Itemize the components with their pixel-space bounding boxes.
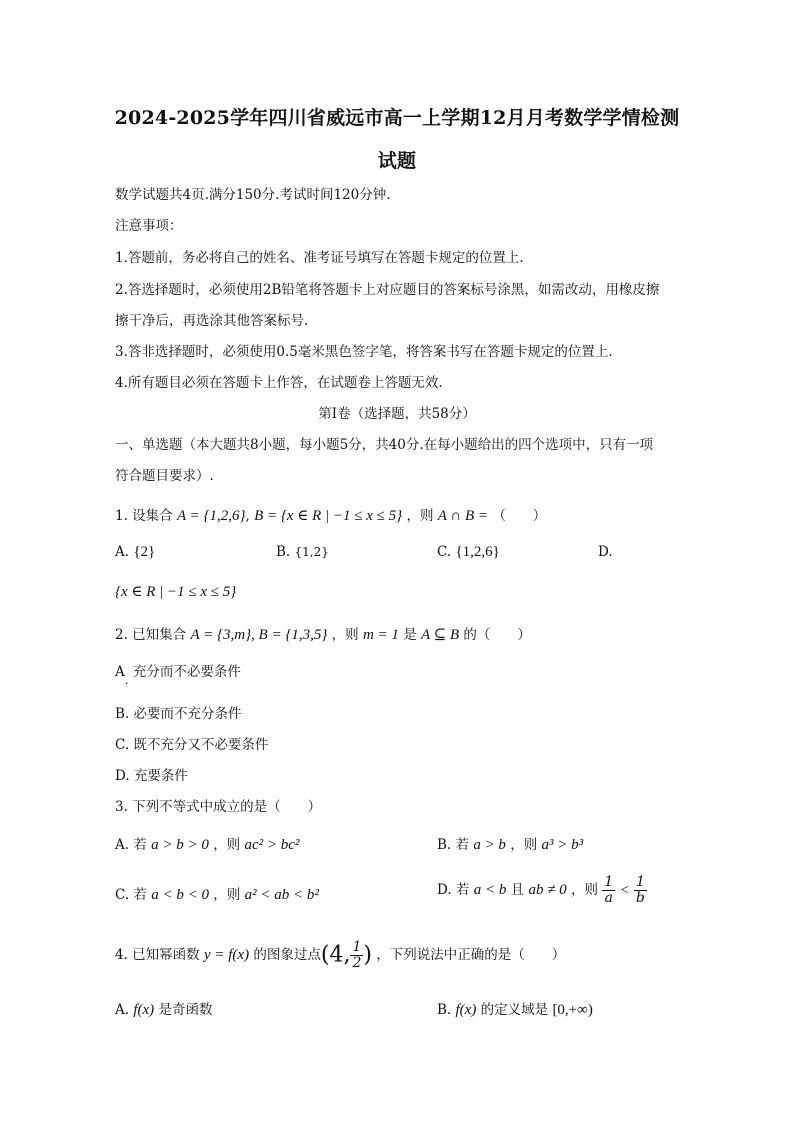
q1-option-b: [276, 542, 329, 562]
option-text: 既不充分又不必要条件: [133, 737, 269, 753]
q1-option-d-label: D.: [598, 544, 613, 560]
option-result: a² < ab < b²: [244, 887, 319, 903]
q3-option-c: [115, 885, 319, 905]
option-value: {1,2}: [294, 545, 329, 559]
q4-point-right: ): [363, 942, 372, 968]
option-connector: ，则: [510, 837, 538, 853]
q3-option-b: [437, 835, 583, 855]
option-label: A: [115, 664, 125, 680]
option-condition: a > b: [473, 837, 506, 853]
option-label: C.: [115, 737, 130, 753]
option-label: B.: [437, 1002, 452, 1018]
fraction-denominator: a: [604, 890, 613, 906]
option-func: f(x): [133, 1002, 155, 1018]
option-label: B.: [276, 544, 291, 560]
option-text: 必要而不充分条件: [133, 706, 242, 722]
option-connector: ，则: [213, 887, 241, 903]
notice-item: 1.答题前，务必将自己的姓名、准考证号填写在答题卡规定的位置上.: [115, 250, 524, 266]
q1-stem-text: 1. 设集合: [115, 508, 173, 524]
option-connector: ，则: [570, 882, 598, 898]
option-label: A.: [115, 544, 130, 560]
q2-option-b: [115, 704, 242, 724]
option-connector: ，则: [213, 837, 241, 853]
exam-title-line2: 试题: [377, 150, 417, 172]
q4-option-a: [115, 1000, 212, 1020]
option-text: 的定义域是: [480, 1002, 549, 1018]
notice-item: 4.所有题目必须在答题卡上作答，在试题卷上答题无效.: [115, 375, 443, 391]
q2-stem-text: 2. 已知集合: [115, 627, 187, 643]
notice-heading: 注意事项：: [115, 218, 183, 234]
q4-stem-text: 4. 已知幂函数: [115, 947, 200, 963]
q1-set-b: B = {x ∈ R | −1 ≤ x ≤ 5}: [254, 508, 403, 524]
q2-tail: 的（ ）: [463, 627, 531, 643]
fraction-numerator: 1: [604, 874, 614, 890]
fraction-numerator: 1: [634, 875, 647, 891]
exam-title: 2024-2025学年四川省威远市高一上学期12月月考数学学情检测: [114, 107, 680, 129]
option-value: {2}: [133, 544, 156, 560]
question-2-stem: [115, 625, 531, 645]
option-label: A. 若: [115, 837, 147, 853]
q1-set-a: A = {1,2,6}: [176, 508, 246, 524]
notice-item: 2.答选择题时，必须使用2B铅笔将答题卡上对应题目的答案标号涂黑，如需改动，用橡皮擦: [115, 282, 660, 298]
question-4-stem: [115, 940, 565, 971]
fraction-numerator: 1: [352, 939, 362, 955]
option-condition: a < b < 0: [151, 887, 209, 903]
question-3-stem: 3. 下列不等式中成立的是（ ）: [115, 799, 322, 815]
q1-ask: ，则: [406, 508, 434, 524]
option-label: B. 若: [437, 837, 470, 853]
question-1-stem: 1. 设集合 A = {1,2,6}, B = {x ∈ R | −1 ≤ x ≤ 5} ，则 A ∩ B = （ ）: [115, 508, 547, 524]
fraction: [634, 875, 647, 906]
q3-option-d: [437, 875, 647, 906]
fraction-denominator: b: [635, 890, 645, 906]
part-title: 第Ⅰ卷（选择题，共58分）: [318, 406, 476, 422]
q2-option-c: [115, 735, 268, 755]
q1-expr: A ∩ B =: [437, 508, 489, 524]
q2-mid: ，则: [331, 627, 359, 643]
q4-option-b: [437, 1000, 593, 1020]
q2-option-d: [115, 766, 188, 786]
q2-rel: A ⊆ B: [421, 627, 460, 643]
option-label: D. 若: [437, 882, 470, 898]
q2-cond: m = 1: [362, 627, 399, 643]
q2-option-a: A. 充分而不必要条件: [115, 664, 241, 687]
option-text: 是奇函数: [158, 1002, 213, 1018]
option-connector: 且: [510, 882, 525, 898]
option-label: C. 若: [115, 887, 147, 903]
notice-item: 3.答非选择题时，必须使用0.5毫米黑色签字笔，将答案书写在答题卡规定的位置上.: [115, 344, 613, 360]
option-func: f(x): [455, 1002, 477, 1018]
q4-tail: ，下列说法中正确的是（ ）: [376, 947, 566, 963]
option-result: ac² > bc²: [244, 837, 300, 853]
option-label: C.: [437, 544, 452, 560]
q1-option-d-value: [115, 582, 236, 602]
option-value: {x ∈ R | −1 ≤ x ≤ 5}: [115, 584, 237, 600]
option-label: B.: [115, 706, 130, 722]
q4-point-left: (4,: [320, 942, 351, 968]
option-condition: a > b > 0: [151, 837, 209, 853]
fraction-operator: <: [619, 882, 630, 899]
option-text: 充分而不必要条件: [132, 664, 241, 680]
option-value: {1,2,6}: [455, 544, 500, 560]
option-condition: a < b: [473, 882, 507, 898]
q4-mid: 的图象过点: [253, 947, 321, 963]
q1-option-c: [437, 542, 500, 562]
option-domain: [0,+∞): [552, 1002, 593, 1018]
q2-sets: A = {3,m}, B = {1,3,5}: [190, 627, 328, 643]
q4-func: y = f(x): [203, 947, 250, 963]
fraction: [602, 875, 615, 906]
section-heading-cont: 符合题目要求）.: [115, 468, 214, 484]
q3-option-a: [115, 835, 299, 855]
option-label: A.: [115, 1002, 130, 1018]
fraction-denominator: 2: [352, 955, 362, 971]
q2-is: 是: [403, 627, 417, 643]
q1-blank: （ ）: [492, 508, 547, 524]
option-text: 充要条件: [133, 768, 188, 784]
section-heading: 一、单选题（本大题共8小题，每小题5分，共40分.在每小题给出的四个选项中，只有一项: [115, 437, 654, 453]
option-result: a³ > b³: [541, 837, 584, 853]
q1-option-a: [115, 542, 155, 562]
option-condition-2: ab ≠ 0: [528, 882, 567, 898]
notice-item: 擦干净后，再选涂其他答案标号.: [115, 313, 309, 329]
fraction: [350, 940, 363, 971]
exam-intro: 数学试题共4页.满分150分.考试时间120分钟.: [115, 187, 391, 203]
option-label: D.: [115, 768, 130, 784]
